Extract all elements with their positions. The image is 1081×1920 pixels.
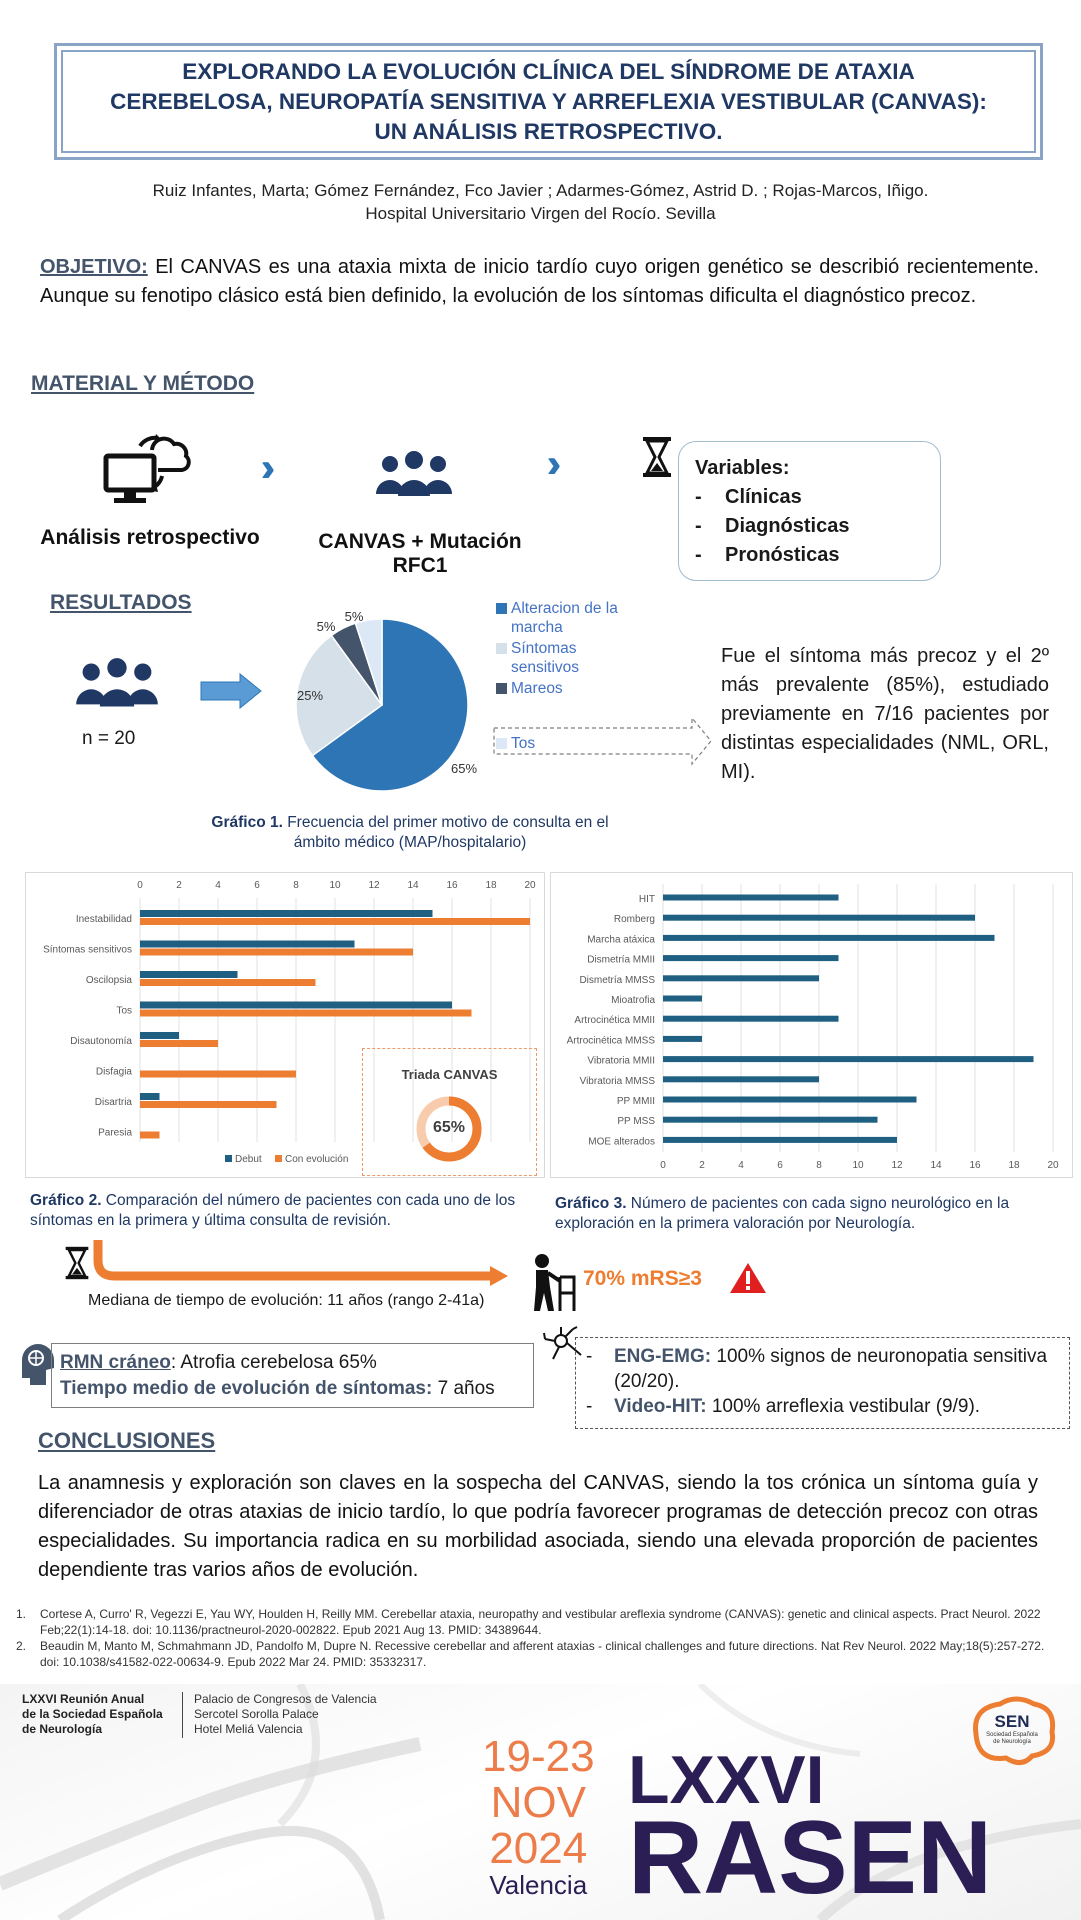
venue-line-2: Sercotel Sorolla Palace: [194, 1707, 319, 1721]
category-label: MOE alterados: [588, 1136, 655, 1148]
objetivo-label: OBJETIVO:: [40, 256, 148, 278]
tiempo-line: [60, 1376, 525, 1402]
title-line-3: UN ANÁLISIS RETROSPECTIVO.: [374, 118, 723, 144]
x-tick-label: 10: [329, 880, 341, 891]
pie-legend: [496, 599, 646, 698]
variables-title: Variables:: [695, 457, 790, 479]
category-label: Artrocinética MMII: [574, 1015, 655, 1027]
resultados-heading: RESULTADOS: [50, 591, 192, 614]
chart3-caption-bold: Gráfico 3.: [555, 1195, 627, 1212]
date-year: 2024: [489, 1824, 588, 1873]
x-tick-label: 4: [738, 1160, 744, 1171]
bar-value: [663, 1117, 878, 1123]
legend-swatch: [275, 1155, 282, 1162]
sen-sub-2: de Neurología: [993, 1739, 1031, 1745]
x-tick-label: 10: [852, 1160, 864, 1171]
brain-head-icon: [16, 1340, 56, 1386]
tiempo-label: Tiempo medio de evolución de síntomas:: [60, 1378, 433, 1399]
bar-debut: [140, 941, 355, 948]
category-label: Dismetría MMSS: [579, 974, 655, 986]
x-tick-label: 12: [368, 880, 380, 891]
date-month: NOV: [490, 1778, 586, 1827]
legend-swatch: [496, 643, 507, 654]
references-list: [16, 1606, 1056, 1670]
bar-value: [663, 996, 702, 1002]
arrow-right-icon: [200, 673, 262, 709]
bar-value: [663, 935, 995, 941]
bar-debut: [140, 1032, 179, 1039]
pie-label-3: 5%: [344, 609, 364, 624]
eng-text: 100% signos de neuronopatia sensitiva (20/20).: [614, 1346, 1048, 1392]
x-tick-label: 16: [446, 880, 458, 891]
rasen-title: RASEN: [628, 1800, 993, 1916]
reference-item: [16, 1606, 1056, 1638]
x-tick-label: 4: [215, 880, 221, 891]
legend-swatch: [225, 1155, 232, 1162]
bar-value: [663, 915, 975, 921]
category-label: Vibratoria MMSS: [579, 1075, 655, 1087]
chart1-caption-bold: Gráfico 1.: [211, 814, 283, 831]
category-label: HIT: [638, 894, 655, 905]
title-line-2: CEREBELOSA, NEUROPATÍA SENSITIVA Y ARREFLEXIA VESTIBULAR (CANVAS):: [110, 88, 987, 114]
step2-label: CANVAS + Mutación RFC1: [318, 530, 522, 577]
x-tick-label: 14: [930, 1160, 942, 1171]
x-tick-label: 8: [816, 1160, 822, 1171]
reference-text: Cortese A, Curro' R, Vegezzi E, Yau WY, Houlden H, Reilly MM. Cerebellar ataxia, neuropathy and vestibular areflexia syndrome (CANVAS): genetic and clinical aspects. Pract Neurol. 2022 Feb;22(1):14-18. doi: 10.1136/practneurol-2020-002822. Epub 2021 Aug 13. PMID: 34389644.: [40, 1607, 1041, 1637]
org-block: [22, 1692, 163, 1737]
bar-debut: [140, 910, 433, 917]
step1-label: Análisis retrospectivo: [40, 526, 260, 549]
venue-block: [194, 1692, 377, 1737]
pie-label-0: 65%: [450, 761, 478, 776]
bar-value: [663, 1076, 819, 1082]
variable-diagnosticas: Diagnósticas: [725, 515, 850, 537]
legend-swatch: [496, 738, 507, 749]
x-tick-label: 8: [293, 880, 299, 891]
title-box: [54, 43, 1043, 160]
callout-text: Fue el síntoma más precoz y el 2º más prevalente (85%), estudiado previamente en 7/16 pacientes por distintas especialidades (NML, ORL, MI).: [721, 645, 1049, 783]
date-block: [482, 1734, 595, 1901]
walker-person-icon: [524, 1253, 576, 1313]
category-label: Disartria: [94, 1097, 132, 1108]
x-tick-label: 12: [891, 1160, 903, 1171]
timeline-text: Mediana de tiempo de evolución: 11 años (rango 2-41a): [88, 1292, 485, 1309]
footer-banner: [0, 1684, 1081, 1920]
bar-evolucion: [140, 918, 530, 925]
org-line-1: LXXVI Reunión Anual: [22, 1692, 145, 1706]
date-days: 19-23: [482, 1732, 595, 1781]
chart2-caption-bold: Gráfico 2.: [30, 1192, 102, 1209]
material-heading: MATERIAL Y MÉTODO: [31, 372, 255, 395]
video-line: - Video-HIT: 100% arreflexia vestibular (9/9).: [586, 1396, 981, 1417]
venue-line-1: Palacio de Congresos de Valencia: [194, 1692, 377, 1706]
category-label: Artrocinética MMSS: [566, 1035, 655, 1047]
sen-logo: [966, 1694, 1058, 1770]
affiliation: Hospital Universitario Virgen del Rocío. Sevilla: [365, 204, 716, 223]
bar-evolucion: [140, 1010, 472, 1017]
bar-debut: [140, 1093, 160, 1100]
x-tick-label: 0: [660, 1160, 666, 1171]
people-group-icon: [374, 450, 454, 502]
bar-evolucion: [140, 949, 413, 956]
bar-debut: [140, 971, 238, 978]
triada-value: 65%: [432, 1119, 466, 1136]
conclusiones-heading: CONCLUSIONES: [38, 1428, 216, 1453]
rmn-line: [60, 1350, 525, 1376]
bar-value: [663, 1016, 839, 1022]
legend-label: Debut: [235, 1154, 262, 1165]
chart2-caption: [30, 1191, 540, 1231]
variables-box: [678, 441, 941, 581]
x-tick-label: 18: [485, 880, 497, 891]
bar-value: [663, 1097, 917, 1103]
category-label: Disautonomía: [70, 1036, 132, 1047]
title-line-1: EXPLORANDO LA EVOLUCIÓN CLÍNICA DEL SÍNDROME DE ATAXIA: [182, 58, 915, 84]
category-label: Marcha atáxica: [587, 934, 655, 946]
x-tick-label: 18: [1008, 1160, 1020, 1171]
category-label: Paresia: [98, 1127, 132, 1139]
chart3-bar-chart: [550, 872, 1073, 1178]
sen-logo-text: SEN: [994, 1712, 1030, 1731]
bar-evolucion: [140, 1132, 160, 1139]
reference-item: [16, 1638, 1056, 1670]
org-line-3: de Neurología: [22, 1722, 103, 1736]
chart3-caption: [555, 1194, 1065, 1234]
video-label: Video-HIT:: [614, 1396, 707, 1417]
category-label: Mioatrofia: [611, 995, 655, 1006]
timeline-arrow: [90, 1238, 510, 1288]
authors-block: [40, 179, 1041, 225]
author-names: Ruiz Infantes, Marta; Gómez Fernández, Fco Javier ; Adarmes-Gómez, Astrid D. ; Rojas-Marcos, Iñigo.: [152, 181, 929, 200]
pie-label-2: 5%: [316, 619, 336, 634]
legend-label: Alteracion de la marcha: [511, 600, 618, 636]
reference-number: 2.: [16, 1639, 27, 1653]
category-label: PP MSS: [617, 1116, 655, 1128]
eng-box: [575, 1337, 1070, 1429]
category-label: Oscilopsia: [85, 975, 132, 986]
category-label: Dismetría MMII: [587, 954, 655, 966]
chart3-caption-text: Número de pacientes con cada signo neurológico en la exploración en la primera valoración por Neurología.: [555, 1195, 1010, 1232]
mrs-text: 70% mRS≥3: [583, 1267, 702, 1290]
hourglass-icon-2: [64, 1246, 90, 1280]
video-text: 100% arreflexia vestibular (9/9).: [706, 1396, 981, 1417]
legend-item-sensitivos: [496, 639, 646, 677]
category-label: Romberg: [613, 914, 655, 926]
x-tick-label: 0: [137, 880, 143, 891]
rmn-text: : Atrofia cerebelosa 65%: [170, 1352, 377, 1373]
venue-line-3: Hotel Meliá Valencia: [194, 1722, 303, 1736]
pie-chart: [282, 605, 492, 805]
bar-evolucion: [140, 979, 316, 986]
x-tick-label: 6: [777, 1160, 783, 1171]
legend-label: Síntomas sensitivos: [511, 640, 580, 676]
category-label: Disfagia: [95, 1066, 132, 1078]
x-tick-label: 2: [699, 1160, 705, 1171]
warning-icon: [729, 1262, 767, 1294]
x-tick-label: 20: [524, 880, 536, 891]
variable-item: - Diagnósticas: [695, 512, 924, 541]
computer-cloud-icon: [100, 420, 192, 512]
variable-item: - Clínicas: [695, 483, 924, 512]
n-label: n = 20: [82, 728, 136, 749]
objetivo-paragraph: [40, 253, 1039, 311]
bar-evolucion: [140, 1071, 296, 1078]
poster-title: [79, 57, 1019, 147]
bar-value: [663, 1056, 1034, 1062]
legend-label: Mareos: [511, 680, 563, 697]
bar-value: [663, 895, 839, 901]
category-label: Tos: [116, 1005, 132, 1017]
eng-line: - ENG-EMG: 100% signos de neuronopatia sensitiva (20/20).: [586, 1346, 1048, 1392]
x-tick-label: 2: [176, 880, 182, 891]
chart1-caption-text: Frecuencia del primer motivo de consulta en el ámbito médico (MAP/hospitalario): [282, 814, 609, 851]
bar-value: [663, 1137, 897, 1143]
bar-value: [663, 975, 819, 981]
legend-swatch: [496, 683, 507, 694]
sen-logo-sub: [966, 1732, 1058, 1746]
lxxvi-title: LXXVI: [628, 1742, 825, 1818]
date-city: Valencia: [489, 1870, 588, 1900]
legend-item-mareos: [496, 679, 646, 698]
chart1-caption: [210, 813, 610, 853]
x-tick-label: 20: [1047, 1160, 1059, 1171]
x-tick-label: 16: [969, 1160, 981, 1171]
bar-debut: [140, 1002, 452, 1009]
legend-label: Tos: [511, 735, 536, 752]
bar-value: [663, 1036, 702, 1042]
bar-evolucion: [140, 1040, 218, 1047]
category-label: Inestabilidad: [75, 914, 132, 925]
legend-swatch: [496, 603, 507, 614]
hourglass-icon: [641, 436, 673, 478]
category-label: PP MMII: [616, 1096, 655, 1107]
x-tick-label: 6: [254, 880, 260, 891]
reference-number: 1.: [16, 1607, 27, 1621]
footer-divider: [182, 1692, 183, 1738]
pie-label-1: 25%: [296, 688, 324, 703]
legend-item-tos: [496, 734, 535, 753]
category-label: Vibratoria MMII: [587, 1055, 655, 1067]
objetivo-text: El CANVAS es una ataxia mixta de inicio tardío cuyo origen genético se describió recientemente. Aunque su fenotipo clásico está bien definido, la evolución de los síntomas dificulta el diagnóstico precoz.: [40, 256, 1039, 307]
title-inner-frame: [61, 50, 1036, 153]
variable-item: - Pronósticas: [695, 541, 924, 570]
bar-value: [663, 955, 839, 961]
rmn-box: [51, 1343, 534, 1408]
bar-evolucion: [140, 1101, 277, 1108]
triada-title: Triada CANVAS: [401, 1067, 498, 1082]
category-label: Síntomas sensitivos: [43, 944, 132, 956]
eng-label: ENG-EMG:: [614, 1346, 712, 1367]
chart2-caption-text: Comparación del número de pacientes con cada uno de los síntomas en la primera y última consulta de revisión.: [30, 1192, 516, 1229]
conclusiones-text: La anamnesis y exploración son claves en la sospecha del CANVAS, siendo la tos crónica un síntoma guía y diferenciador de otras ataxias de inicio tardío, lo que podría favorecer programas de detección precoz con otras especialidades. Su importancia radica en su morbilidad asociada, siendo una elevada proporción de pacientes dependiente tras varios años de evolución.: [38, 1472, 1038, 1581]
reference-text: Beaudin M, Manto M, Schmahmann JD, Pandolfo M, Dupre N. Recessive cerebellar and afferent ataxias - clinical challenges and future directions. Nat Rev Neurol. 2022 May;18(5):257-272. doi: 10.1038/s41582-022-00634-9. Epub 2022 Mar 24. PMID: 35332317.: [40, 1639, 1045, 1669]
variable-clinicas: Clínicas: [725, 486, 802, 508]
tiempo-text: 7 años: [432, 1378, 495, 1399]
sen-sub-1: Sociedad Española: [986, 1732, 1038, 1738]
people-group-icon-2: [74, 657, 160, 713]
rmn-label: RMN cráneo: [60, 1352, 171, 1373]
variable-pronosticas: Pronósticas: [725, 544, 840, 566]
legend-label: Con evolución: [285, 1154, 349, 1165]
legend-item-marcha: [496, 599, 646, 637]
org-line-2: de la Sociedad Española: [22, 1707, 163, 1721]
x-tick-label: 14: [407, 880, 419, 891]
